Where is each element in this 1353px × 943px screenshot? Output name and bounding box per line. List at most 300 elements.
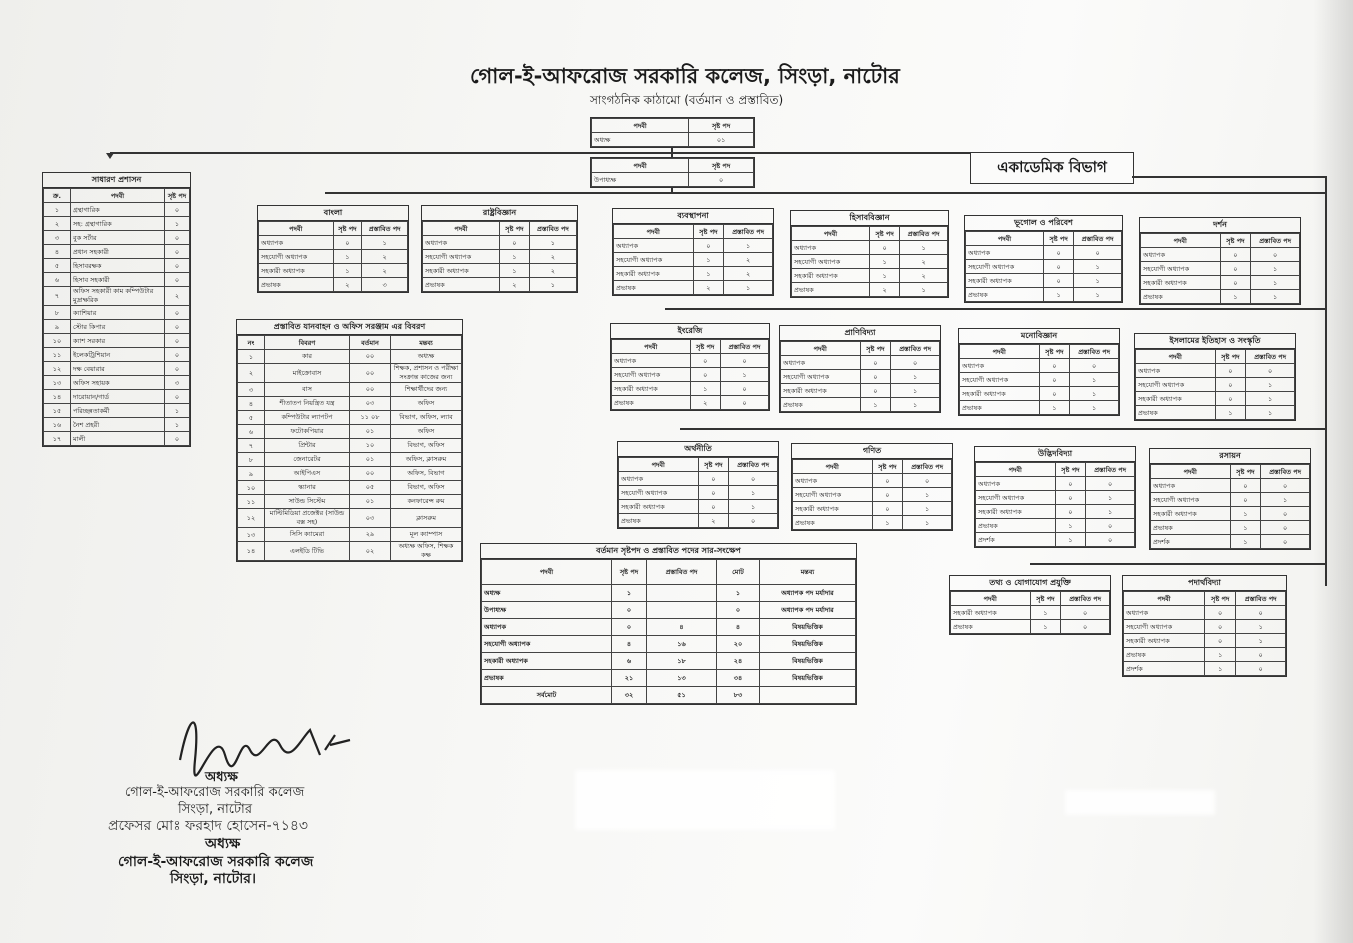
- dept-row-title: সহযোগী অধ্যাপক: [1141, 262, 1221, 276]
- vehicle-item: ফটোকপিয়ার: [265, 425, 350, 439]
- admin-row-number: ১৩: [44, 376, 71, 390]
- dept-name: তথ্য ও যোগাযোগ প্রযুক্তি: [950, 576, 1110, 591]
- summary-cur: ০: [612, 602, 647, 619]
- signature-scribble: [170, 700, 360, 780]
- dept-header-row: [1124, 592, 1286, 606]
- dept-row-title: সহকারী অধ্যাপক: [619, 500, 699, 514]
- dept-row-proposed: ১: [1074, 288, 1122, 302]
- dept-row-current: ১: [1030, 606, 1061, 620]
- dept-row-title: প্রভাষক: [793, 516, 873, 530]
- connector: [1325, 176, 1327, 586]
- summary-row: [482, 670, 856, 687]
- dept-name: পদার্থবিদ্যা: [1123, 576, 1286, 591]
- dept-col-current: সৃষ্ট পদ: [1039, 345, 1070, 359]
- summary-total: ২০: [717, 636, 760, 653]
- vehicle-note: শিক্ষক, প্রশাসন ও পরীক্ষা সংক্রান্ত কাজের জন্য: [391, 364, 462, 383]
- admin-row: [44, 231, 190, 245]
- admin-row-number: ৯: [44, 320, 71, 334]
- vehicle-row: [238, 495, 462, 509]
- admin-row-name: অফিস সহকারী কাম কম্পিউটার মুদ্রাক্ষরিক: [71, 287, 165, 306]
- sig-line-6: গোল-ই-আফরোজ সরকারি কলেজ: [118, 854, 314, 870]
- dept-col-title: পদবী: [960, 345, 1040, 359]
- dept-row-title: অধ্যাপক: [792, 241, 870, 255]
- dept-col-title: পদবী: [781, 342, 861, 356]
- admin-row: [44, 217, 190, 231]
- vehicle-number: ৫: [238, 411, 265, 425]
- admin-row-number: ১৭: [44, 432, 71, 446]
- dept-header-row: [960, 345, 1119, 359]
- admin-row-value: ০: [165, 348, 190, 362]
- dept-table-botany: [974, 446, 1136, 548]
- admin-title: সাধারণ প্রশাসন: [43, 173, 190, 188]
- dept-name: গণিত: [792, 444, 952, 459]
- dept-row-current: ০: [1044, 260, 1074, 274]
- dept-row-current: ১: [1039, 401, 1070, 415]
- dept-row-proposed: ১: [891, 370, 940, 384]
- vehicle-note: কনফারেন্স রুম: [391, 495, 462, 509]
- page-shadow: [1313, 0, 1353, 943]
- document-subtitle: সাংগঠনিক কাঠামো (বর্তমান ও প্রস্তাবিত): [590, 93, 784, 107]
- dept-row-current: ০: [1039, 359, 1070, 373]
- dept-row-proposed: ১: [1261, 493, 1310, 507]
- dept-row: [1136, 406, 1295, 420]
- summary-prop: ১৮: [647, 653, 717, 670]
- dept-row-current: ২: [690, 396, 720, 410]
- dept-row: [619, 486, 778, 500]
- dept-row-current: ০: [698, 500, 729, 514]
- admin-row-number: ৮: [44, 306, 71, 320]
- dept-row-proposed: ১: [1236, 634, 1286, 648]
- dept-col-title: পদবী: [423, 222, 500, 236]
- admin-row: [44, 306, 190, 320]
- dept-row-proposed: ০: [720, 354, 768, 368]
- dept-row-current: ১: [1030, 620, 1061, 634]
- summary-prop: ৫১: [647, 687, 717, 704]
- dept-row-current: ০: [1044, 246, 1074, 260]
- summary-title-cell: প্রভাষক: [482, 670, 612, 687]
- dept-row: [259, 250, 408, 264]
- dept-col-current: সৃষ্ট পদ: [1230, 465, 1261, 479]
- dept-row-current: ১: [872, 516, 903, 530]
- dept-row: [966, 260, 1122, 274]
- dept-table-accounting: [790, 210, 949, 298]
- vehicle-note: অফিস, ক্লাসরুম: [391, 453, 462, 467]
- dept-row: [792, 283, 948, 297]
- dept-row-proposed: ১: [1246, 392, 1295, 406]
- dept-row-proposed: ০: [1236, 606, 1286, 620]
- dept-row-proposed: ১: [903, 502, 952, 516]
- dept-table-psychology: [958, 328, 1120, 416]
- admin-h1: ক্র.: [44, 189, 71, 203]
- dept-col-proposed: প্রস্তাবিত পদ: [1074, 232, 1122, 246]
- admin-row-name: ক্যাশিয়ার: [71, 306, 165, 320]
- dept-row-title: অধ্যাপক: [259, 236, 334, 250]
- dept-row-proposed: ০: [1086, 533, 1135, 547]
- academic-division-label: একাডেমিক বিভাগ: [970, 152, 1134, 184]
- summary-cur: ৩২: [612, 687, 647, 704]
- dept-row-title: প্রভাষক: [423, 278, 500, 292]
- dept-row: [612, 354, 769, 368]
- vehicle-item: সিসি ক্যামেরা: [265, 528, 350, 542]
- dept-row-title: অধ্যাপক: [966, 246, 1044, 260]
- vehicle-number: ৩: [238, 383, 265, 397]
- dept-row-title: প্রদর্শক: [1151, 535, 1231, 549]
- dept-row-current: ১: [860, 398, 891, 412]
- dept-row-current: ০: [1215, 378, 1246, 392]
- admin-row-number: ১: [44, 203, 71, 217]
- dept-row: [1124, 620, 1286, 634]
- veh-h4: মন্তব্য: [391, 336, 462, 350]
- dept-row-current: ২: [698, 514, 729, 528]
- summary-title: বর্তমান সৃষ্টপদ ও প্রস্তাবিত পদের সার-সংক্ষেপ: [481, 544, 856, 559]
- summary-note: অধ্যাপক পদ মর্যাদার: [760, 585, 856, 602]
- admin-table: [42, 172, 191, 447]
- sig-line-2: গোল-ই-আফরোজ সরকারি কলেজ: [125, 785, 305, 800]
- summary-note: বিষয়ভিত্তিক: [760, 670, 856, 687]
- summary-row: [482, 585, 856, 602]
- dept-row-current: ২: [870, 283, 900, 297]
- dept-row: [612, 368, 769, 382]
- admin-row-value: ০: [165, 432, 190, 446]
- admin-row: [44, 334, 190, 348]
- vehicles-title: প্রস্তাবিত যানবাহন ও অফিস সরঞ্জাম এর বিবরণ: [237, 320, 462, 335]
- admin-row-value: ০: [165, 203, 190, 217]
- dept-header-row: [976, 463, 1135, 477]
- vehicle-current: ০১: [350, 453, 391, 467]
- summary-row: [482, 687, 856, 704]
- dept-row-current: ০: [1215, 364, 1246, 378]
- dept-row-proposed: ০: [1261, 507, 1310, 521]
- dept-col-current: সৃষ্ট পদ: [1055, 463, 1086, 477]
- dept-row-proposed: ১: [1070, 401, 1119, 415]
- dept-col-current: সৃষ্ট পদ: [333, 222, 362, 236]
- dept-row-title: সহকারী অধ্যাপক: [951, 606, 1031, 620]
- dept-row-current: ০: [1039, 373, 1070, 387]
- dept-row-title: সহযোগী অধ্যাপক: [1136, 378, 1216, 392]
- vice-col1: পদবী: [592, 159, 689, 173]
- dept-row-title: সহকারী অধ্যাপক: [1141, 276, 1221, 290]
- vehicle-number: ৯: [238, 467, 265, 481]
- dept-row: [612, 382, 769, 396]
- dept-row: [1124, 662, 1286, 676]
- dept-table-mathematics: [791, 443, 953, 531]
- dept-row-title: সহকারী অধ্যাপক: [1136, 392, 1216, 406]
- vehicle-row: [238, 397, 462, 411]
- dept-table-political-science: [421, 205, 578, 293]
- dept-row-current: ১: [1205, 648, 1236, 662]
- admin-row-value: ১: [165, 404, 190, 418]
- summary-total: ৪: [717, 619, 760, 636]
- dept-row-current: ২: [500, 278, 530, 292]
- dept-col-title: পদবী: [1124, 592, 1205, 606]
- dept-header-row: [792, 227, 948, 241]
- admin-row-number: ৩: [44, 231, 71, 245]
- dept-row-proposed: ০: [903, 474, 952, 488]
- dept-row-current: ১: [693, 267, 724, 281]
- dept-name: ইসলামের ইতিহাস ও সংস্কৃতি: [1135, 334, 1295, 349]
- dept-row-title: অধ্যাপক: [423, 236, 500, 250]
- dept-row-proposed: ১: [529, 278, 576, 292]
- dept-row-title: সহযোগী অধ্যাপক: [976, 491, 1056, 505]
- vehicle-item: শীতাতপ নিয়ন্ত্রিত যন্ত্র: [265, 397, 350, 411]
- dept-row-title: প্রদর্শক: [976, 533, 1056, 547]
- summary-total: ২৪: [717, 653, 760, 670]
- dept-row-current: ১: [1044, 288, 1074, 302]
- dept-col-proposed: প্রস্তাবিত পদ: [720, 340, 768, 354]
- dept-row-current: ১: [1230, 507, 1261, 521]
- dept-row: [960, 359, 1119, 373]
- dept-row-title: অধ্যাপক: [793, 474, 873, 488]
- admin-row-name: হিসাবরক্ষক: [71, 259, 165, 273]
- dept-row-proposed: ০: [1236, 648, 1286, 662]
- vehicle-number: ১৪: [238, 542, 265, 561]
- dept-table-management: [612, 208, 774, 296]
- dept-col-proposed: প্রস্তাবিত পদ: [1236, 592, 1286, 606]
- admin-row: [44, 348, 190, 362]
- dept-row-title: সহকারী অধ্যাপক: [614, 267, 694, 281]
- dept-header-row: [781, 342, 940, 356]
- admin-row-number: ৭: [44, 287, 71, 306]
- dept-col-title: পদবী: [259, 222, 334, 236]
- dept-row-current: ১: [500, 250, 530, 264]
- dept-table-islamic-history: [1134, 333, 1296, 421]
- dept-row-proposed: ১: [1251, 262, 1300, 276]
- dept-row-current: ০: [1215, 392, 1246, 406]
- admin-row-value: ০: [165, 334, 190, 348]
- vehicle-number: ১৩: [238, 528, 265, 542]
- dept-row-proposed: ০: [720, 396, 768, 410]
- summary-title-cell: অধ্যক্ষ: [482, 585, 612, 602]
- vehicle-row: [238, 364, 462, 383]
- vehicle-note: অফিস, বিভাগ: [391, 467, 462, 481]
- admin-row-value: ০: [165, 362, 190, 376]
- dept-row-proposed: ১: [729, 486, 778, 500]
- dept-row: [1136, 364, 1295, 378]
- dept-row-proposed: ১: [1246, 406, 1295, 420]
- dept-row-title: প্রভাষক: [612, 396, 691, 410]
- dept-col-current: সৃষ্ট পদ: [1215, 350, 1246, 364]
- vehicle-current: ০১: [350, 495, 391, 509]
- dept-row-current: ১: [1055, 533, 1086, 547]
- summary-note: অধ্যাপক পদ মর্যাদার: [760, 602, 856, 619]
- vehicle-current: ১০: [350, 439, 391, 453]
- dept-row-current: ০: [698, 486, 729, 500]
- dept-name: বাংলা: [258, 206, 408, 221]
- admin-row: [44, 418, 190, 432]
- dept-row: [793, 488, 952, 502]
- vehicle-note: অধ্যক্ষ: [391, 350, 462, 364]
- dept-col-current: সৃষ্ট পদ: [1220, 234, 1251, 248]
- dept-row: [976, 491, 1135, 505]
- dept-col-proposed: প্রস্তাবিত পদ: [729, 458, 778, 472]
- admin-row-number: ১৫: [44, 404, 71, 418]
- dept-header-row: [1136, 350, 1295, 364]
- dept-row-current: ০: [690, 354, 720, 368]
- dept-row-proposed: ১: [1070, 387, 1119, 401]
- vehicle-number: ৪: [238, 397, 265, 411]
- dept-row-proposed: ০: [891, 356, 940, 370]
- dept-row-proposed: ১: [1246, 378, 1295, 392]
- vehicle-row: [238, 453, 462, 467]
- dept-name: রাষ্ট্রবিজ্ঞান: [422, 206, 577, 221]
- vehicle-note: অধ্যক্ষ অফিস, শিক্ষক কক্ষ: [391, 542, 462, 561]
- dept-row: [793, 516, 952, 530]
- dept-row-proposed: ১: [1251, 290, 1300, 304]
- dept-col-title: পদবী: [1136, 350, 1216, 364]
- dept-col-current: সৃষ্ট পদ: [693, 225, 724, 239]
- dept-header-row: [259, 222, 408, 236]
- dept-row-proposed: ১: [900, 283, 948, 297]
- dept-row-proposed: ০: [1261, 521, 1310, 535]
- dept-col-title: পদবী: [1141, 234, 1221, 248]
- dept-row: [1124, 634, 1286, 648]
- admin-row-value: ০: [165, 320, 190, 334]
- dept-row-title: সহকারী অধ্যাপক: [423, 264, 500, 278]
- dept-row-current: ১: [333, 250, 362, 264]
- summary-row: [482, 602, 856, 619]
- dept-row: [1151, 507, 1310, 521]
- admin-row-value: ১: [165, 217, 190, 231]
- admin-row: [44, 259, 190, 273]
- admin-row-name: নৈশ প্রহরী: [71, 418, 165, 432]
- admin-row-name: পরিচ্ছন্নতাকর্মী: [71, 404, 165, 418]
- vehicle-row: [238, 350, 462, 364]
- admin-row: [44, 390, 190, 404]
- admin-row-value: ০: [165, 259, 190, 273]
- dept-row-title: প্রভাষক: [614, 281, 694, 295]
- vehicle-current: ০৫: [350, 481, 391, 495]
- vehicle-current: ০০: [350, 364, 391, 383]
- dept-row-title: সহকারী অধ্যাপক: [612, 382, 691, 396]
- summary-prop: [647, 602, 717, 619]
- dept-table-ict: [949, 575, 1111, 635]
- summary-prop: [647, 585, 717, 602]
- dept-col-current: সৃষ্ট পদ: [698, 458, 729, 472]
- admin-row-name: ক্যাশ সরকার: [71, 334, 165, 348]
- dept-col-title: পদবী: [1151, 465, 1231, 479]
- vehicle-item: মাইক্রোবাস: [265, 364, 350, 383]
- vehicle-number: ১২: [238, 509, 265, 528]
- admin-row: [44, 362, 190, 376]
- dept-row: [1151, 493, 1310, 507]
- admin-row: [44, 320, 190, 334]
- dept-row-title: সহযোগী অধ্যাপক: [1124, 620, 1205, 634]
- vehicle-current: ০২: [350, 542, 391, 561]
- dept-row-title: সহকারী অধ্যাপক: [1124, 634, 1205, 648]
- dept-row-current: ১: [690, 382, 720, 396]
- vehicle-item: কম্পিউটার ল্যাপটপ: [265, 411, 350, 425]
- dept-col-proposed: প্রস্তাবিত পদ: [1246, 350, 1295, 364]
- vehicle-current: ০১: [350, 425, 391, 439]
- dept-row-title: অধ্যাপক: [960, 359, 1040, 373]
- dept-col-title: পদবী: [792, 227, 870, 241]
- vehicles-table: [236, 319, 463, 562]
- admin-h2: পদবী: [71, 189, 165, 203]
- dept-row: [951, 620, 1110, 634]
- dept-row-current: ০: [1205, 634, 1236, 648]
- admin-row-number: ১১: [44, 348, 71, 362]
- dept-row-proposed: ১: [720, 368, 768, 382]
- dept-row-proposed: ০: [729, 472, 778, 486]
- dept-row-title: সহকারী অধ্যাপক: [1151, 507, 1231, 521]
- dept-row-title: সহযোগী অধ্যাপক: [960, 373, 1040, 387]
- dept-row-proposed: ১: [1236, 620, 1286, 634]
- dept-row: [966, 274, 1122, 288]
- vehicle-item: বাস: [265, 383, 350, 397]
- dept-header-row: [793, 460, 952, 474]
- dept-row-current: ০: [1230, 479, 1261, 493]
- dept-row-current: ১: [870, 269, 900, 283]
- vehicle-note: বিভাগ, অফিস: [391, 439, 462, 453]
- dept-col-current: সৃষ্ট পদ: [872, 460, 903, 474]
- admin-row-name: ইলেকট্রিশিয়ান: [71, 348, 165, 362]
- vehicle-note: মূল ক্যাম্পাস: [391, 528, 462, 542]
- dept-row-title: অধ্যাপক: [1151, 479, 1231, 493]
- dept-table-physics: [1122, 575, 1287, 677]
- vehicle-row: [238, 411, 462, 425]
- dept-row-title: প্রভাষক: [976, 519, 1056, 533]
- dept-row-proposed: ১: [903, 488, 952, 502]
- dept-row: [960, 373, 1119, 387]
- vehicle-item: এলইডি টিভি: [265, 542, 350, 561]
- summary-note: বিষয়ভিত্তিক: [760, 653, 856, 670]
- admin-row: [44, 245, 190, 259]
- dept-row-current: ০: [690, 368, 720, 382]
- dept-row-current: ০: [1205, 620, 1236, 634]
- vehicle-item: মাল্টিমিডিয়া প্রজেক্টর (সাউন্ড বক্স সহ): [265, 509, 350, 528]
- dept-row-title: প্রভাষক: [1124, 648, 1205, 662]
- dept-row-current: ০: [872, 502, 903, 516]
- principal-col1: পদবী: [592, 119, 689, 133]
- summary-note: বিষয়ভিত্তিক: [760, 619, 856, 636]
- dept-row: [781, 356, 940, 370]
- vehicle-number: ১: [238, 350, 265, 364]
- summary-note: [760, 687, 856, 704]
- dept-row-proposed: ১: [903, 516, 952, 530]
- veh-h1: নং: [238, 336, 265, 350]
- dept-row-title: প্রভাষক: [966, 288, 1044, 302]
- admin-row: [44, 287, 190, 306]
- admin-row-name: দারোয়ান/গার্ড: [71, 390, 165, 404]
- dept-row-proposed: ১: [529, 236, 576, 250]
- connector: [680, 428, 1325, 430]
- dept-row-title: অধ্যাপক: [619, 472, 699, 486]
- vehicle-note: বিভাগ, অফিস: [391, 481, 462, 495]
- dept-name: প্রাণিবিদ্যা: [780, 326, 940, 341]
- dept-header-row: [1141, 234, 1300, 248]
- summary-title-cell: অধ্যাপক: [482, 619, 612, 636]
- dept-row-title: সহকারী অধ্যাপক: [781, 384, 861, 398]
- dept-table-bangla: [257, 205, 409, 293]
- dept-row-current: ০: [1039, 387, 1070, 401]
- dept-row-proposed: ১: [1251, 276, 1300, 290]
- sum-h4: মোট: [717, 560, 760, 585]
- dept-row-title: সহকারী অধ্যাপক: [793, 502, 873, 516]
- dept-row-proposed: ০: [1251, 248, 1300, 262]
- dept-col-proposed: প্রস্তাবিত পদ: [1261, 465, 1310, 479]
- dept-row-current: ১: [1215, 406, 1246, 420]
- vehicle-item: প্রিন্টার: [265, 439, 350, 453]
- summary-total: ৩৪: [717, 670, 760, 687]
- dept-row-current: ২: [693, 281, 724, 295]
- dept-row: [1141, 248, 1300, 262]
- dept-row: [792, 255, 948, 269]
- summary-row: [482, 636, 856, 653]
- dept-row-current: ০: [1055, 491, 1086, 505]
- dept-col-current: সৃষ্ট পদ: [860, 342, 891, 356]
- vehicle-item: জেনারেটর: [265, 453, 350, 467]
- dept-name: হিসাববিজ্ঞান: [791, 211, 948, 226]
